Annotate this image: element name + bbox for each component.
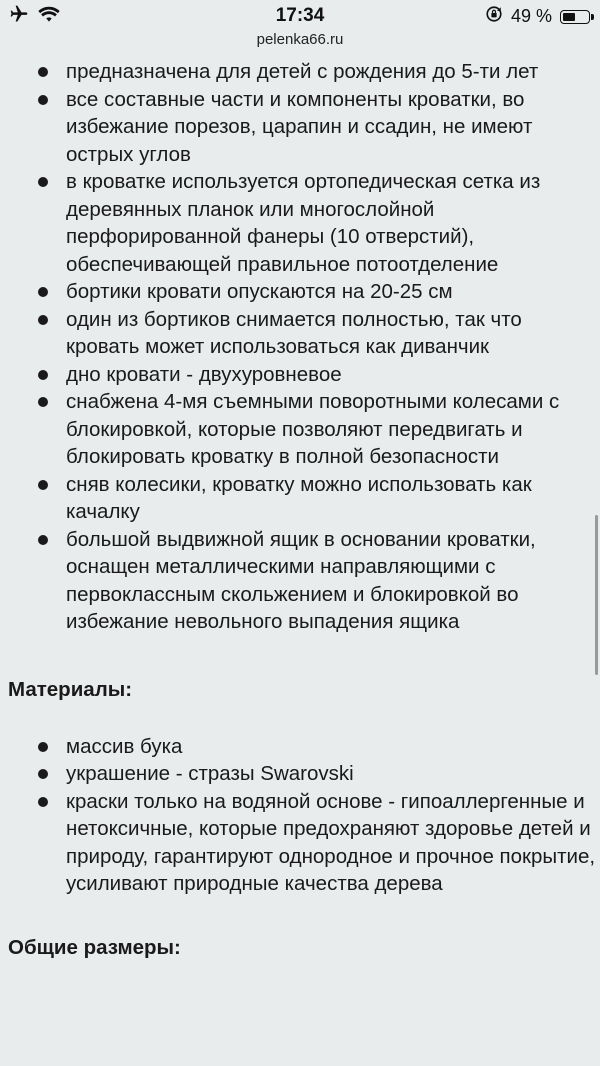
list-item: в кроватке используется ортопедическая сетка из деревянных планок или многослойной перфорированной фанеры (10 отверстий), обеспечивающей правильное потоотделение xyxy=(66,168,600,278)
list-item: большой выдвижной ящик в основании кроватки, оснащен металлическими направляющими с первоклассным скольжением и блокировкой во избежание невольного выпадения ящика xyxy=(66,526,600,636)
list-item: массив бука xyxy=(66,733,600,761)
features-list xyxy=(0,58,600,636)
list-item: бортики кровати опускаются на 20-25 см xyxy=(66,278,600,306)
scroll-indicator[interactable] xyxy=(595,515,598,675)
status-bar xyxy=(0,0,600,30)
page-content xyxy=(0,58,600,1066)
url-bar[interactable]: pelenka66.ru xyxy=(256,31,344,48)
status-time: 17:34 xyxy=(275,5,325,26)
status-right-icons xyxy=(485,5,590,28)
list-item: все составные части и компоненты кроватки, во избежание порезов, царапин и ссадин, не имеют острых углов xyxy=(66,86,600,169)
list-item: краски только на водяной основе - гипоаллергенные и нетоксичные, которые предохраняют здоровье детей и природу, гарантируют однородное и прочное покрытие, усиливают природные качества дерева xyxy=(66,788,600,898)
materials-heading: Материалы: xyxy=(8,677,133,701)
list-item: дно кровати - двухуровневое xyxy=(66,361,600,389)
list-item: украшение - стразы Swarovski xyxy=(66,760,600,788)
battery-percent: 49 % xyxy=(510,6,552,26)
battery-level-fill xyxy=(563,13,575,21)
dimensions-heading: Общие размеры: xyxy=(8,935,181,959)
list-item: предназначена для детей с рождения до 5-ти лет xyxy=(66,58,600,86)
materials-list xyxy=(0,733,600,898)
rotation-lock-icon xyxy=(485,5,503,28)
list-item: сняв колесики, кроватку можно использовать как качалку xyxy=(66,471,600,526)
list-item: снабжена 4-мя съемными поворотными колесами с блокировкой, которые позволяют передвигать и блокировать кроватку в полной безопасности xyxy=(66,388,600,471)
battery-icon xyxy=(560,10,590,24)
list-item: один из бортиков снимается полностью, так что кровать может использоваться как диванчик xyxy=(66,306,600,361)
